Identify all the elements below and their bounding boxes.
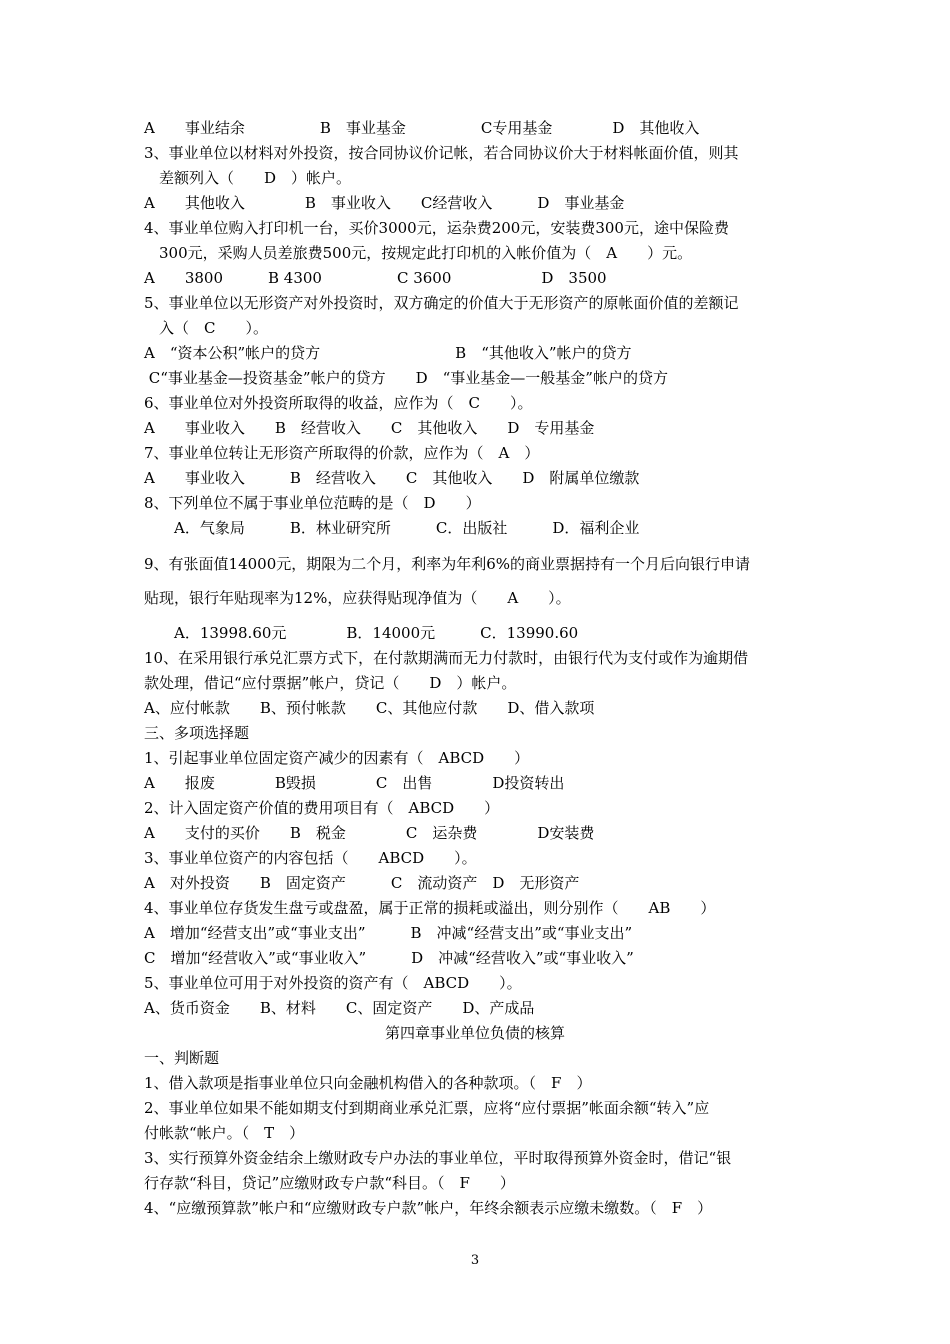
text-line: C 增加“经营收入”或“事业收入” D 冲减“经营收入”或“事业收入” — [144, 949, 634, 967]
text-line: A 其他收入 B 事业收入 C经营收入 D 事业基金 — [144, 194, 625, 212]
text-line: 9、有张面值14000元，期限为二个月，利率为年利6%的商业票据持有一个月后向银行申请 — [144, 555, 751, 573]
text-line: 贴现，银行年贴现率为12%，应获得贴现净值为（ A ）。 — [144, 589, 571, 607]
text-line: 4、事业单位购入打印机一台，买价3000元，运杂费200元，安装费300元，途中保险费 — [144, 219, 729, 237]
text-line: 款处理，借记“应付票据”帐户，贷记（ D ）帐户。 — [144, 674, 517, 692]
text-line: 2、计入固定资产价值的费用项目有（ ABCD ） — [144, 799, 500, 817]
text-line: C“事业基金—投资基金”帐户的贷方 D “事业基金—一般基金”帐户的贷方 — [144, 369, 668, 387]
section-heading: 三、多项选择题 — [144, 724, 250, 742]
section-heading: 一、判断题 — [144, 1049, 220, 1067]
text-line: 差额列入（ D ）帐户。 — [144, 169, 352, 187]
text-line: A “资本公积”帐户的贷方 B “其他收入”帐户的贷方 — [144, 344, 632, 362]
text-line: 4、“应缴预算款”帐户和“应缴财政专户款”帐户，年终余额表示应缴未缴数。（ F ） — [144, 1199, 713, 1217]
text-line: 7、事业单位转让无形资产所取得的价款，应作为（ A ） — [144, 444, 540, 462]
text-line: 付帐款“帐户。（ T ） — [144, 1124, 305, 1142]
text-line: 3、事业单位以材料对外投资，按合同协议价记帐，若合同协议价大于材料帐面价值，则其 — [144, 144, 739, 162]
text-line: 10、在采用银行承兑汇票方式下，在付款期满而无力付款时，由银行代为支付或作为逾期借 — [144, 649, 749, 667]
text-line: 3、事业单位资产的内容包括（ ABCD ）。 — [144, 849, 477, 867]
text-line: A 增加“经营支出”或“事业支出” B 冲减“经营支出”或“事业支出” — [144, 924, 633, 942]
text-line: A 事业收入 B 经营收入 C 其他收入 D 附属单位缴款 — [144, 469, 640, 487]
page-number: 3 — [470, 1253, 480, 1268]
text-line: 6、事业单位对外投资所取得的收益，应作为（ C ）。 — [144, 394, 533, 412]
text-line: 2、事业单位如果不能如期支付到期商业承兑汇票，应将“应付票据”帐面余额“转入”应 — [144, 1099, 710, 1117]
text-line: A．气象局 B．林业研究所 C．出版社 D．福利企业 — [144, 519, 640, 537]
text-line: A、应付帐款 B、预付帐款 C、其他应付款 D、借入款项 — [144, 699, 595, 717]
text-line: 1、引起事业单位固定资产减少的因素有（ ABCD ） — [144, 749, 530, 767]
text-line: 入（ C ）。 — [144, 319, 268, 337]
chapter-title: 第四章事业单位负债的核算 — [384, 1024, 565, 1042]
text-line: A 对外投资 B 固定资产 C 流动资产 D 无形资产 — [144, 874, 580, 892]
text-line: 5、事业单位以无形资产对外投资时，双方确定的价值大于无形资产的原帐面价值的差额记 — [144, 294, 739, 312]
text-line: 300元，采购人员差旅费500元，按规定此打印机的入帐价值为（ A ）元。 — [144, 244, 693, 262]
text-line: A 报废 B毁损 C 出售 D投资转出 — [144, 774, 565, 792]
text-line: A 支付的买价 B 税金 C 运杂费 D安装费 — [144, 824, 595, 842]
text-line: A 3800 B 4300 C 3600 D 3500 — [144, 269, 607, 287]
text-line: A 事业结余 B 事业基金 C专用基金 D 其他收入 — [144, 119, 700, 137]
text-line: 1、借入款项是指事业单位只向金融机构借入的各种款项。（ F ） — [144, 1074, 592, 1092]
text-line: 8、下列单位不属于事业单位范畴的是（ D ） — [144, 494, 481, 512]
text-line: A、货币资金 B、材料 C、固定资产 D、产成品 — [144, 999, 535, 1017]
text-line: 3、实行预算外资金结余上缴财政专户办法的事业单位，平时取得预算外资金时，借记“银 — [144, 1149, 732, 1167]
text-line: A．13998.60元 B．14000元 C．13990.60 — [144, 624, 579, 642]
text-line: 5、事业单位可用于对外投资的资产有（ ABCD ）。 — [144, 974, 522, 992]
text-line: 行存款“科目，贷记”应缴财政专户款“科目。（ F ） — [144, 1174, 515, 1192]
text-line: A 事业收入 B 经营收入 C 其他收入 D 专用基金 — [144, 419, 595, 437]
text-line: 4、事业单位存货发生盘亏或盘盈，属于正常的损耗或溢出，则分别作（ AB ） — [144, 899, 716, 917]
